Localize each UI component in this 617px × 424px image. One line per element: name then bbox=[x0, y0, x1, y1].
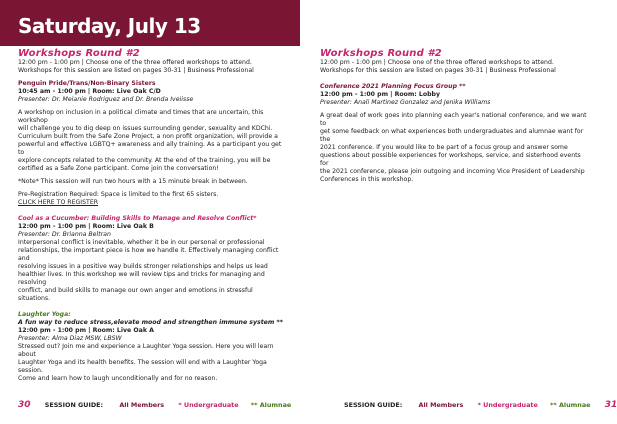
session-guide-footer bbox=[18, 400, 291, 412]
session-note: *Note* This session will run two hours with a 15 minute break in between. bbox=[18, 178, 248, 185]
intro-line-2: Workshops for this session are listed on pages 30-31 | Business Professional bbox=[320, 67, 556, 74]
right-column bbox=[320, 48, 588, 184]
session-guide-footer bbox=[344, 400, 617, 412]
session-description: A workshop on inclusion in a political climate and times that are uncertain, this workshop will challenge you to dig deep on issues surrounding gender, sexuality and KDChi. Curriculum built from the Safe Zone Project, a non profit organization, will provide a powerful and effective LGBTQ+ awareness and ally training. As a participant you get to explore concepts related to the community. At the end of the training, you will be certified as a Safe Zone participant. Come join the conversation! bbox=[18, 109, 282, 172]
guide-all-members: All Members bbox=[119, 401, 165, 409]
guide-undergraduate: * Undergraduate bbox=[178, 401, 239, 409]
intro-line-1: 12:00 pm - 1:00 pm | Choose one of the three offered workshops to attend. bbox=[18, 59, 252, 66]
session-presenter: Presenter: Dr. Meianie Rodriguez and Dr. Brenda Iveiisse bbox=[18, 96, 194, 103]
session-description: A great deal of work goes into planning each year's national conference, and we want to get some feedback on what experiences both undergraduates and alumnae want for the 2021 conference. If you would like to be part of a focus group and answer some questions about possible experiences for workshops, service, and sisterhood events for the 2021 conference, please join outgoing and incoming Vice President of Leadership Conferences in this workshop. bbox=[320, 112, 587, 183]
session-subtitle: A fun way to reduce stress,elevate mood and strengthen immune system ** bbox=[18, 319, 283, 326]
session-meta: 12:00 pm - 1:00 pm | Room: Live Oak A bbox=[18, 327, 154, 334]
session-presenter: Presenter: Anali Martinez Gonzalez and Jenika Williams bbox=[320, 99, 491, 106]
session-meta: 10:45 am - 1:00 pm | Room: Live Oak C/D bbox=[18, 88, 161, 95]
session-title: Conference 2021 Planning Focus Group ** bbox=[320, 83, 466, 90]
session-description: Stressed out? Join me and experience a Laughter Yoga session. Here you will learn about Laughter Yoga and its health benefits. The session will end with a Laughter Yoga session. Come and learn how to laugh unconditionally and for no reason. bbox=[18, 343, 274, 382]
round-heading: Workshops Round #2 bbox=[320, 48, 442, 59]
session-guide-label: SESSION GUIDE: bbox=[44, 401, 104, 409]
page-number: 31 bbox=[604, 400, 617, 410]
prereg-text: Pre-Registration Required: Space is limited to the first 65 sisters. bbox=[18, 191, 219, 198]
right-page bbox=[300, 0, 617, 424]
title-banner bbox=[0, 0, 300, 46]
session-presenter: Presenter: Dr. Brianna Beltran bbox=[18, 231, 111, 238]
day-title: Saturday, July 13 bbox=[18, 14, 201, 38]
guide-alumnae: ** Alumnae bbox=[250, 401, 292, 409]
left-column bbox=[18, 48, 284, 383]
session-meta: 12:00 pm - 1:00 pm | Room: Lobby bbox=[320, 91, 441, 98]
intro-line-2: Workshops for this session are listed on pages 30-31 | Business Professional bbox=[18, 67, 254, 74]
session-presenter: Presenter: Alma Diaz MSW, LBSW bbox=[18, 335, 122, 342]
session-meta: 12:00 pm - 1:00 pm | Room: Live Oak B bbox=[18, 223, 154, 230]
guide-undergraduate: * Undergraduate bbox=[477, 401, 538, 409]
session-title: Laughter Yoga: bbox=[18, 311, 71, 318]
guide-alumnae: ** Alumnae bbox=[550, 401, 591, 409]
left-page bbox=[0, 0, 300, 424]
round-heading: Workshops Round #2 bbox=[18, 48, 140, 59]
session-description: Interpersonal conflict is inevitable, whether it be in our personal or professional relationships, the important piece is how we handle it. Effectively managing conflict and resolving issues in a positive way builds stronger relationships and helps us lead healthier lives. In this workshop we will review tips and tricks for managing and resolving conflict, and build skills to manage our own anger and emotions in stressful situations. bbox=[18, 239, 279, 302]
session-title: Cool as a Cucumber: Building Skills to Manage and Resolve Conflict* bbox=[18, 215, 257, 222]
session-title: Penguin Pride/Trans/Non-Binary Sisters bbox=[18, 80, 156, 87]
intro-line-1: 12:00 pm - 1:00 pm | Choose one of the three offered workshops to attend. bbox=[320, 59, 554, 66]
register-link[interactable]: CLICK HERE TO REGISTER bbox=[18, 199, 99, 206]
page-number: 30 bbox=[18, 400, 31, 410]
session-guide-label: SESSION GUIDE: bbox=[344, 401, 403, 409]
guide-all-members: All Members bbox=[418, 401, 464, 409]
